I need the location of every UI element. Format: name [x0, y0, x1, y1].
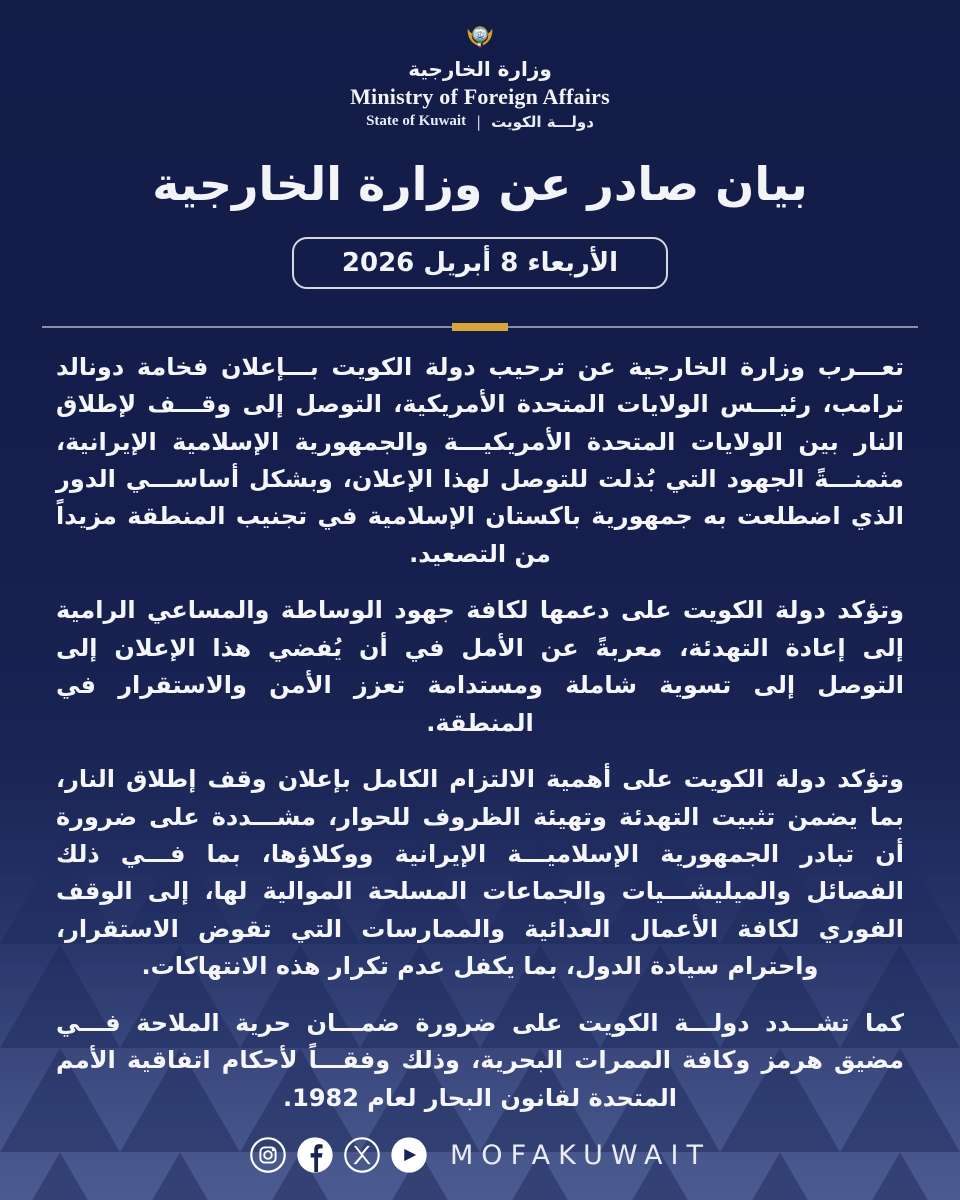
youtube-icon[interactable]: [390, 1136, 428, 1174]
social-handle[interactable]: MOFAKUWAIT: [450, 1139, 711, 1171]
ministry-name-arabic: وزارة الخارجية: [408, 56, 552, 81]
statement-paragraph-3: وتؤكد دولة الكويت على أهمية الالتزام الكامل بإعلان وقف إطلاق النار، بما يضمن تثبيت التهدئة وتهيئة الظروف للحوار، مشـــددة على ضرورة أن تبادر الجمهورية الإسلاميـــة الإيرانية ووكلاؤها، بما فـــي ذلك الفصائل والميليشـــيات والجماعات المسلحة الموالية لها، إلى الوقف الفوري لكافة الأعمال العدائية والممارسات التي تقوض الاستقرار، واحترام سيادة الدول، بما يكفل عدم تكرار هذه الانتهاكات.: [56, 765, 904, 981]
divider-gold-accent: [452, 323, 508, 331]
statement-title: بيان صادر عن وزارة الخارجية: [152, 156, 808, 211]
state-name-english: State of Kuwait: [366, 113, 467, 130]
x-icon[interactable]: [343, 1136, 381, 1174]
kuwait-coat-of-arms: [419, 24, 541, 49]
state-name-arabic: دولـــة الكويت: [491, 112, 594, 131]
statement-paragraph-2: وتؤكد دولة الكويت على دعمها لكافة جهود الوساطة والمساعي الرامية إلى إعادة التهدئة، معربةً عن الأمل في أن يُفضي هذا الإعلان إلى التوصل إلى تسوية شاملة ومستدامة تعزز الأمن والاستقرار في المنطقة.: [56, 596, 904, 737]
state-of-kuwait-line: [366, 113, 594, 131]
statement-paragraph-4: كما تشـــدد دولـــة الكويت على ضرورة ضمـــان حرية الملاحة فـــي مضيق هرمز وكافة الممرات البحرية، وذلك وفقـــاً لأحكام اتفاقية الأمم المتحدة لقانون البحار لعام 1982.: [56, 1008, 904, 1112]
instagram-icon[interactable]: [249, 1136, 287, 1174]
date-badge: [292, 237, 668, 289]
separator-bar: |: [476, 112, 482, 131]
svg-text:دولة الكويت: دولة الكويت: [475, 29, 485, 31]
kuwait-flag-shield: [477, 41, 483, 48]
statement-date: الأربعاء 8 أبريل 2026: [341, 247, 619, 278]
social-footer: [249, 1136, 711, 1174]
ministry-name-english: Ministry of Foreign Affairs: [350, 83, 610, 109]
statement-paragraph-1: تعـــرب وزارة الخارجية عن ترحيب دولة الكويت بـــإعلان فخامة دونالد ترامب، رئيـــس الولايات المتحدة الأمريكية، التوصل إلى وقـــف لإطلاق النار بين الولايات المتحدة الأمريكيـــة والجمهورية الإسلامية الإيرانية، مثمنـــةً الجهود التي بُذلت للتوصل لهذا الإعلان، وبشكل أساســـي الدور الذي اضطلعت به جمهورية باكستان الإسلامية في تجنيب المنطقة مزيداً من التصعيد.: [56, 352, 904, 568]
statement-body: [56, 349, 904, 1136]
gold-divider: [42, 323, 918, 325]
facebook-icon[interactable]: [296, 1136, 334, 1174]
